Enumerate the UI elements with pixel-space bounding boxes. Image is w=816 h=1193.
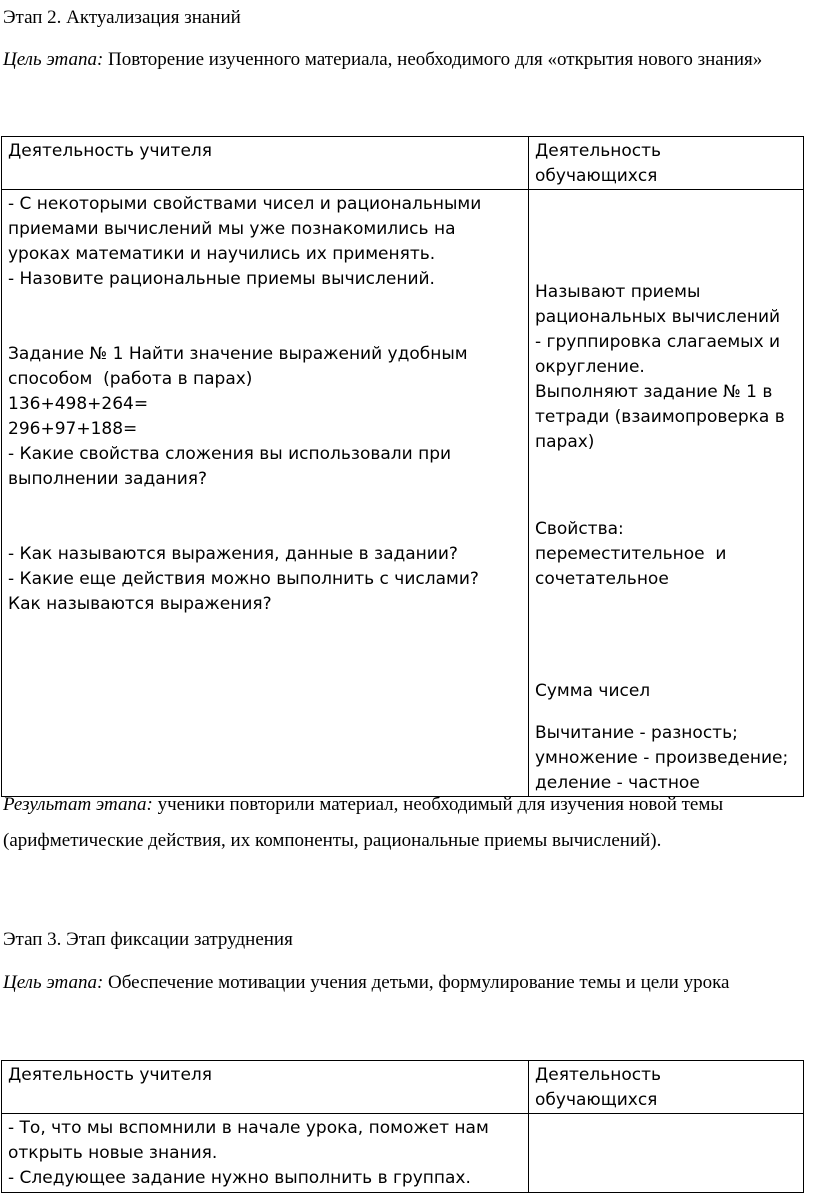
header-teacher-cell	[2, 137, 529, 190]
header-students-cell	[529, 137, 804, 190]
teacher-activity-cell	[2, 1114, 529, 1193]
teacher-line: - Как называются выражения, данные в задании?	[8, 544, 458, 564]
header-teacher: Деятельность учителя	[8, 141, 213, 161]
student-activity-cell	[529, 1114, 804, 1193]
stage2-activity-table	[1, 136, 804, 797]
teacher-activity-cell	[2, 190, 529, 797]
stage2-goal	[3, 42, 808, 78]
table-row	[2, 190, 804, 797]
teacher-line: 136+498+264=	[8, 394, 149, 414]
teacher-line: - С некоторыми свойствами чисел и рациональными	[8, 194, 482, 214]
header-students-line1: Деятельность	[535, 141, 661, 161]
student-line: рациональных вычислений	[535, 307, 781, 327]
stage2-result	[3, 787, 808, 859]
teacher-line: выполнении задания?	[8, 469, 208, 489]
student-line: умножение - произведение;	[535, 748, 789, 768]
teacher-line: Задание № 1 Найти значение выражений удобным	[8, 344, 468, 364]
student-activity-cell	[529, 190, 804, 797]
stage2-goal-text: Повторение изученного материала, необходимого для «открытия нового знания»	[103, 49, 763, 70]
table-header-row	[2, 1061, 804, 1114]
stage2-result-text: ученики повторили материал, необходимый для изучения новой темы (арифметические действия, их компоненты, рациональные приемы вычислений).	[3, 794, 724, 851]
student-line: Называют приемы	[535, 282, 701, 302]
student-line: тетради (взаимопроверка в	[535, 407, 785, 427]
teacher-line: уроках математики и научились их применять.	[8, 244, 436, 264]
stage2-title: Этап 2. Актуализация знаний	[3, 7, 241, 28]
table-header-row	[2, 137, 804, 190]
teacher-line: - Какие свойства сложения вы использовали при	[8, 444, 452, 464]
header-students-line2: обучающихся	[535, 1090, 658, 1110]
teacher-line: - Следующее задание нужно выполнить в группах.	[8, 1168, 471, 1188]
student-line: сочетательное	[535, 569, 669, 589]
table-row	[2, 1114, 804, 1193]
header-students-cell	[529, 1061, 804, 1114]
teacher-line: Как называются выражения?	[8, 594, 272, 614]
student-line: округление.	[535, 357, 645, 377]
stage3-goal-label: Цель этапа:	[3, 972, 104, 993]
teacher-line: открыть новые знания.	[8, 1143, 218, 1163]
header-teacher-cell	[2, 1061, 529, 1114]
student-line: Выполняют задание № 1 в	[535, 382, 773, 402]
teacher-line: - Назовите рациональные приемы вычислений.	[8, 269, 435, 289]
student-line: Вычитание - разность;	[535, 723, 738, 743]
header-students-line2: обучающихся	[535, 166, 658, 186]
teacher-line: - Какие еще действия можно выполнить с числами?	[8, 569, 479, 589]
teacher-line: способом (работа в парах)	[8, 369, 253, 389]
header-students-line1: Деятельность	[535, 1065, 661, 1085]
student-line: переместительное и	[535, 544, 727, 564]
header-teacher: Деятельность учителя	[8, 1065, 213, 1085]
stage2-result-label: Результат этапа:	[3, 794, 153, 815]
teacher-line: приемами вычислений мы уже познакомились на	[8, 219, 456, 239]
student-line: парах)	[535, 432, 595, 452]
stage2-goal-label: Цель этапа:	[3, 49, 104, 70]
stage3-activity-table	[1, 1060, 804, 1193]
student-line: - группировка слагаемых и	[535, 332, 781, 352]
student-line: деление - частное	[535, 773, 700, 793]
stage3-title: Этап 3. Этап фиксации затруднения	[3, 929, 293, 950]
teacher-line: - То, что мы вспомнили в начале урока, поможет нам	[8, 1118, 489, 1138]
stage3-goal-text: Обеспечение мотивации учения детьми, формулирование темы и цели урока	[103, 972, 730, 993]
student-line: Свойства:	[535, 519, 624, 539]
stage3-goal	[3, 965, 808, 1001]
student-line: Сумма чисел	[535, 681, 651, 701]
teacher-line: 296+97+188=	[8, 419, 138, 439]
